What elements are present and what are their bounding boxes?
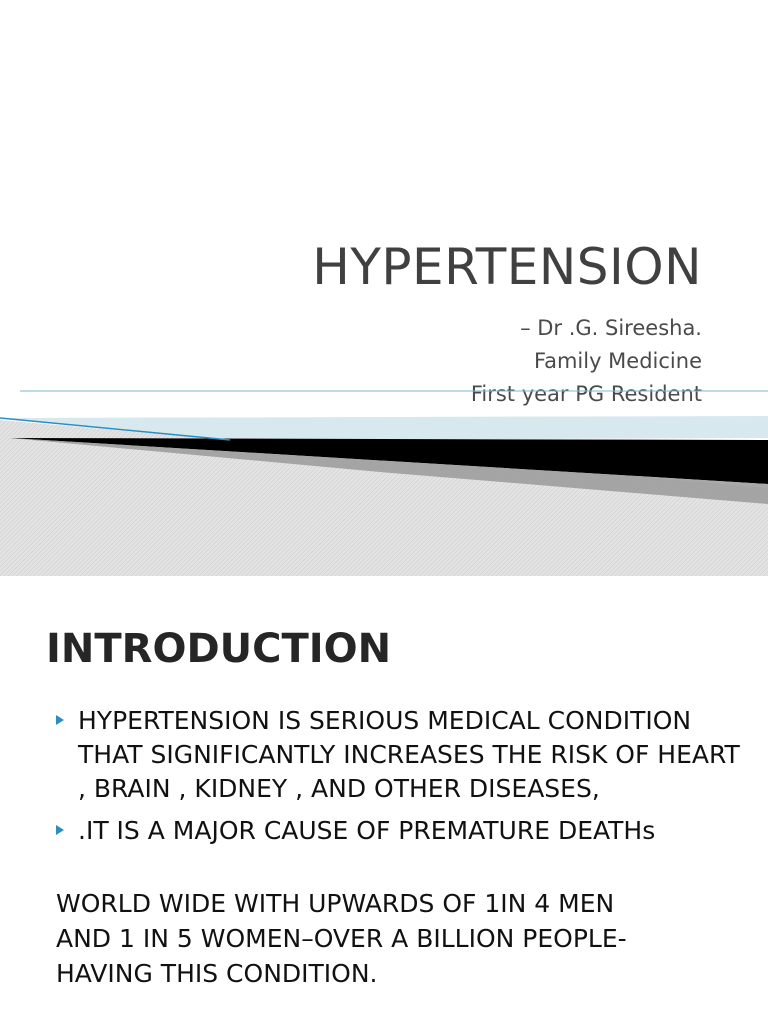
continuation-line: WORLD WIDE WITH UPWARDS OF 1IN 4 MEN: [56, 889, 615, 918]
slide-heading: INTRODUCTION: [46, 626, 392, 672]
list-item: [56, 704, 746, 806]
decorative-bands: [0, 380, 768, 576]
slide-title: HYPERTENSION: [312, 238, 702, 296]
subtitle-author: – Dr .G. Sireesha.: [520, 316, 702, 340]
bullet-text: HYPERTENSION IS SERIOUS MEDICAL CONDITION THAT SIGNIFICANTLY INCREASES THE RISK OF HEART , BRAIN , KIDNEY , AND OTHER DISEASES,: [78, 706, 740, 803]
subtitle-department: Family Medicine: [533, 349, 702, 373]
introduction-slide: [0, 576, 768, 1024]
subtitle-role: First year PG Resident: [470, 382, 702, 406]
continuation-line: AND 1 IN 5 WOMEN–OVER A BILLION PEOPLE-: [56, 924, 627, 953]
continuation-text: [56, 886, 746, 991]
list-item: [56, 814, 746, 848]
bullet-text: .IT IS A MAJOR CAUSE OF PREMATURE DEATHs: [78, 816, 656, 845]
bullet-list: [56, 704, 746, 856]
continuation-line: HAVING THIS CONDITION.: [56, 959, 378, 988]
bullet-arrow-icon: [56, 825, 64, 835]
bullet-arrow-icon: [56, 715, 64, 725]
